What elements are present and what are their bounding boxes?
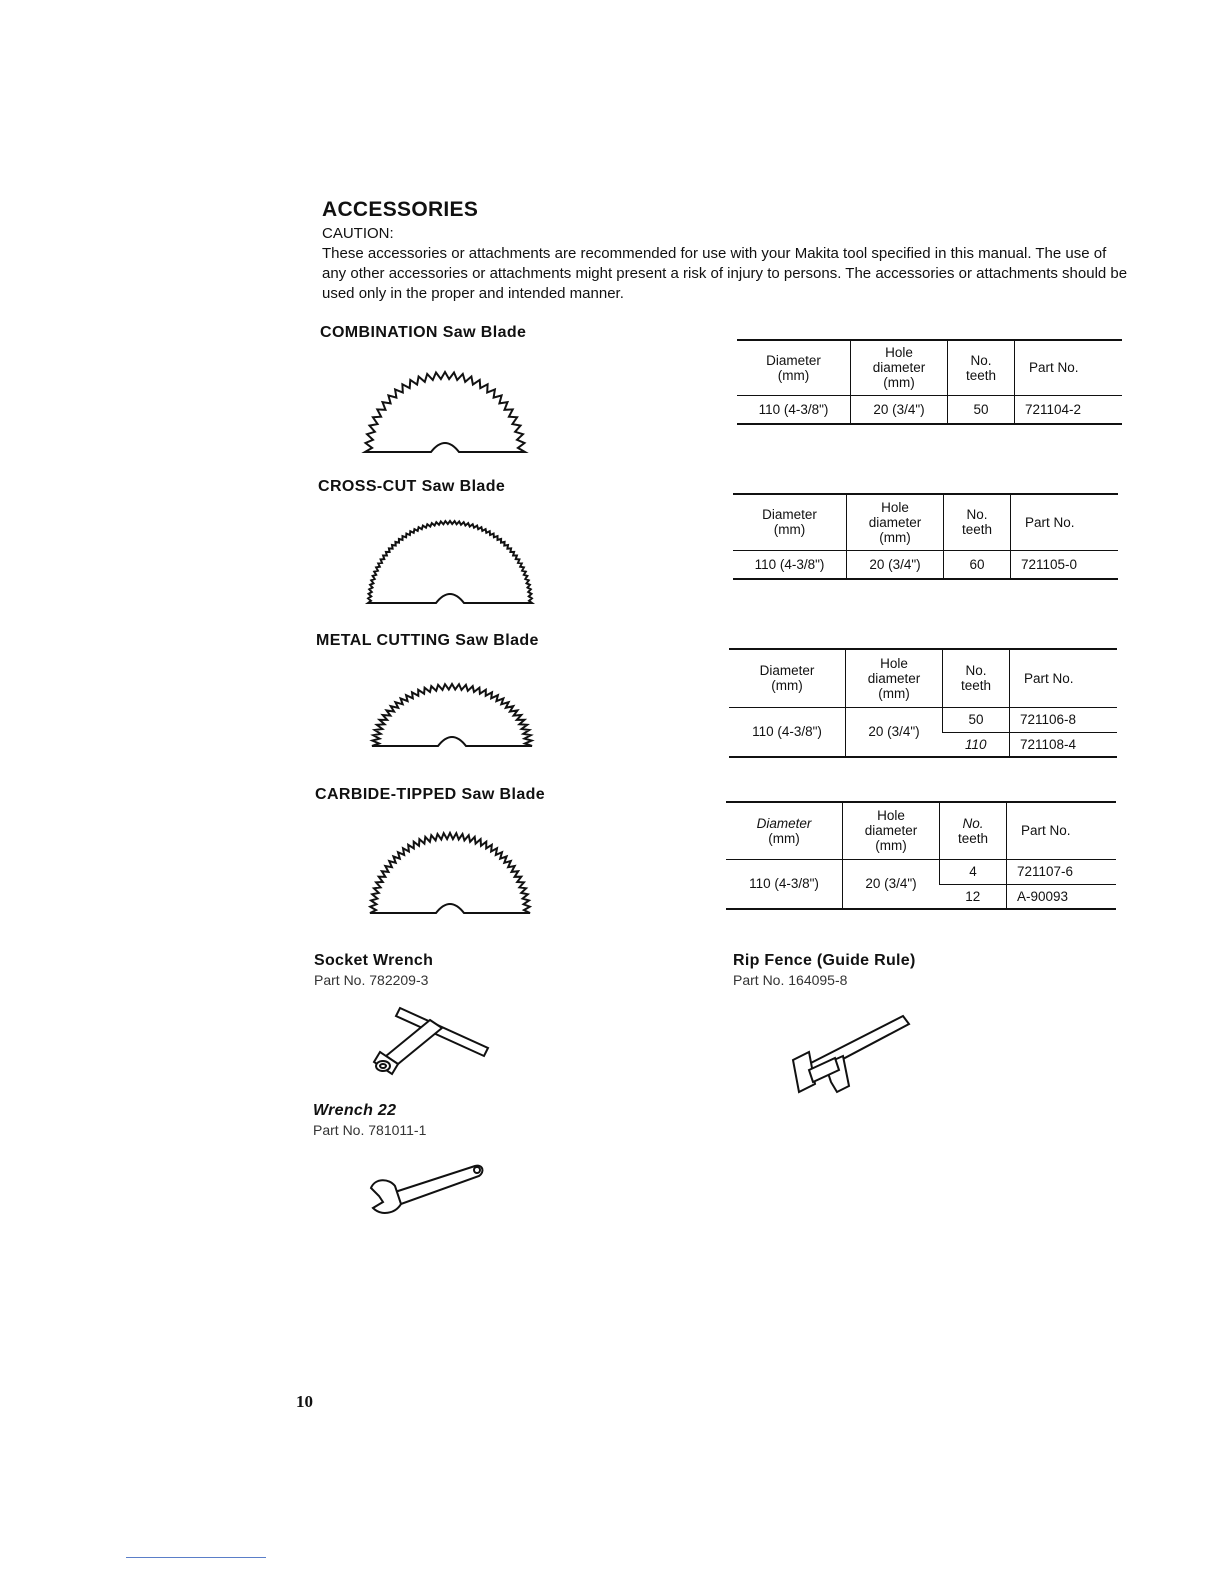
hole-cell: 20 (3/4") xyxy=(851,395,948,424)
diameter-cell: 110 (4-3/8") xyxy=(754,556,825,572)
combination-blade-title xyxy=(320,324,526,342)
page-heading: ACCESSORIES xyxy=(322,198,479,221)
carbide-title-bold: CARBIDE-TIPPED xyxy=(315,786,457,803)
carbide-spec-table xyxy=(726,801,1116,910)
carbide-blade-title xyxy=(315,786,545,804)
wrench22-title: Wrench 22 xyxy=(313,1102,397,1119)
teeth-cell: 4 xyxy=(940,859,1007,884)
metal-cutting-blade-illustration xyxy=(362,672,542,750)
combination-spec-table xyxy=(737,339,1122,425)
part-cell: 721107-6 xyxy=(1007,859,1117,884)
hole-cell: 20 (3/4") xyxy=(843,859,940,909)
metal-title-rest: Saw Blade xyxy=(450,632,539,649)
diameter-cell: 110 (4-3/8") xyxy=(749,876,819,892)
col-teeth-header: No. teeth xyxy=(948,340,1015,395)
col-diameter-header: Diameter (mm) xyxy=(726,802,843,859)
blade-outline xyxy=(368,521,532,603)
carbide-blade-illustration xyxy=(360,823,540,918)
blade-outline xyxy=(370,833,530,913)
crosscut-blade-illustration xyxy=(360,515,540,607)
crosscut-spec-table xyxy=(733,493,1118,580)
col-part-header: Part No. xyxy=(1015,340,1123,395)
diameter-cell: 110 (4-3/8") xyxy=(752,724,822,740)
metal-cutting-spec-table xyxy=(729,648,1117,758)
crosscut-blade-title xyxy=(318,478,505,496)
blade-outline xyxy=(365,372,525,452)
rip-fence-illustration xyxy=(785,1012,915,1102)
table-row xyxy=(729,707,1117,732)
col-teeth-header: No. teeth xyxy=(943,649,1010,707)
diameter-cell: 110 (4-3/8") xyxy=(758,401,829,417)
table-row xyxy=(733,550,1118,579)
caution-text: These accessories or attachments are recommended for use with your Makita tool specified in this manual. The use of any other accessories or attachments might present a risk of injury to persons. The accessories or attachments should be used only in the proper and intended manner. xyxy=(322,245,1128,302)
metal-cutting-blade-title xyxy=(316,632,539,650)
rip-fence-part: Part No. 164095-8 xyxy=(733,972,848,988)
col-diameter-header: Diameter (mm) xyxy=(737,340,851,395)
col-hole-header: Hole diameter (mm) xyxy=(847,494,944,550)
teeth-cell: 50 xyxy=(943,707,1010,732)
wrench22-part: Part No. 781011-1 xyxy=(313,1122,427,1138)
carbide-title-rest: Saw Blade xyxy=(456,786,546,803)
metal-title-bold: METAL CUTTING xyxy=(316,632,451,649)
combination-title-bold: COMBINATION xyxy=(320,324,438,341)
col-teeth-header: No. teeth xyxy=(944,494,1011,550)
wrench-22-illustration xyxy=(365,1158,490,1228)
col-diameter-header: Diameter (mm) xyxy=(729,649,846,707)
col-part-header: Part No. xyxy=(1007,802,1117,859)
socket-wrench-title: Socket Wrench xyxy=(314,952,434,969)
combination-title-rest: Saw Blade xyxy=(437,324,527,341)
crosscut-title-bold: CROSS-CUT xyxy=(318,478,417,495)
col-hole-header: Hole diameter (mm) xyxy=(851,340,948,395)
part-cell: 721105-0 xyxy=(1011,550,1119,579)
teeth-cell: 12 xyxy=(940,884,1007,909)
bottom-rule xyxy=(126,1557,266,1558)
caution-label: CAUTION: xyxy=(322,225,394,242)
blade-outline xyxy=(372,684,532,746)
col-diameter-header: Diameter (mm) xyxy=(733,494,847,550)
rip-fence-title: Rip Fence (Guide Rule) xyxy=(733,952,916,969)
table-row xyxy=(726,859,1116,884)
combination-blade-illustration xyxy=(355,362,535,457)
socket-wrench-illustration xyxy=(370,1000,500,1080)
part-cell: A-90093 xyxy=(1007,884,1117,909)
col-part-header: Part No. xyxy=(1011,494,1119,550)
col-hole-header: Hole diameter (mm) xyxy=(843,802,940,859)
col-part-header: Part No. xyxy=(1010,649,1118,707)
crosscut-title-rest: Saw Blade xyxy=(416,478,506,495)
hole-cell: 20 (3/4") xyxy=(846,707,943,757)
col-teeth-header: No. teeth xyxy=(940,802,1007,859)
page-number: 10 xyxy=(296,1392,313,1411)
teeth-cell: 50 xyxy=(948,395,1015,424)
teeth-cell: 110 xyxy=(943,732,1010,757)
teeth-cell: 60 xyxy=(944,550,1011,579)
part-cell: 721104-2 xyxy=(1015,395,1123,424)
part-cell: 721108-4 xyxy=(1010,732,1118,757)
table-row xyxy=(737,395,1122,424)
part-cell: 721106-8 xyxy=(1010,707,1118,732)
col-hole-header: Hole diameter (mm) xyxy=(846,649,943,707)
hole-cell: 20 (3/4") xyxy=(847,550,944,579)
socket-wrench-part: Part No. 782209-3 xyxy=(314,972,429,988)
